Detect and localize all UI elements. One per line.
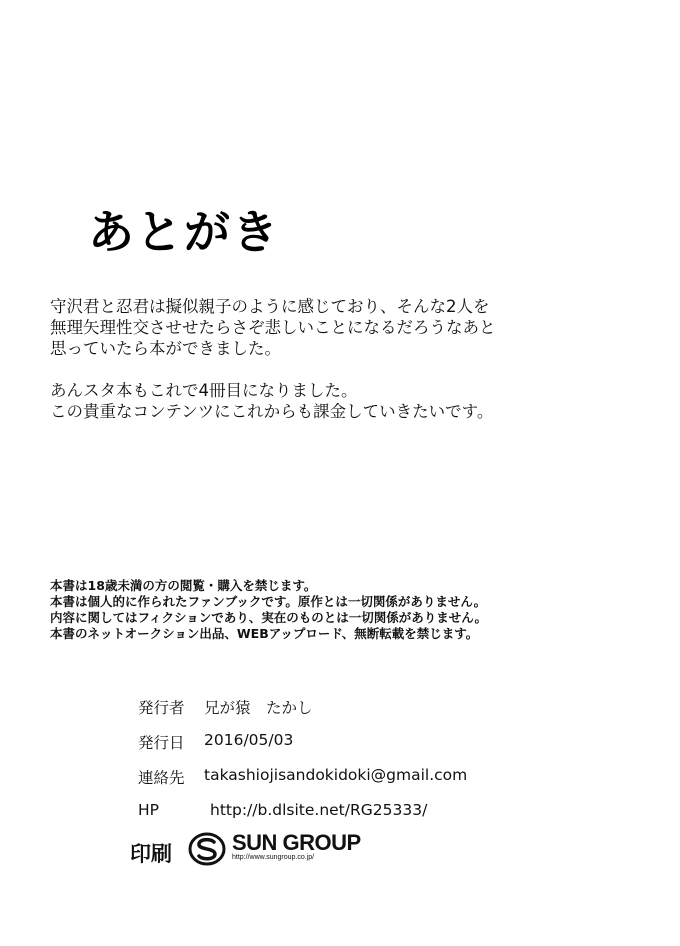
publisher-value: 兄が猿 たかし — [204, 699, 313, 717]
text-line: あんスタ本もこれで4冊目になりました。 — [50, 381, 358, 400]
sun-group-logo-icon — [188, 832, 226, 866]
homepage-link[interactable]: http://b.dlsite.net/RG25333/ — [210, 801, 428, 819]
printer-name: SUN GROUP — [232, 830, 361, 855]
contact-email[interactable]: takashiojisandokidoki@gmail.com — [204, 766, 468, 784]
afterword-title: あとがき — [88, 205, 280, 259]
notice-line: 本書は18歳未満の方の閲覧・購入を禁じます。 — [50, 578, 317, 593]
afterword-text — [50, 296, 496, 443]
text-line: この貴重なコンテンツにこれからも課金していきたいです。 — [50, 402, 494, 421]
legal-notices — [50, 578, 487, 642]
printer-label: 印刷 — [130, 842, 172, 866]
text-line: 思っていたら本ができました。 — [50, 339, 281, 358]
contact-label: 連絡先 — [138, 769, 185, 787]
date-value: 2016/05/03 — [204, 731, 294, 749]
afterword-paragraph — [50, 380, 496, 422]
notice-line: 内容に関してはフィクションであり、実在のものとは一切関係がありません。 — [50, 610, 488, 625]
text-line: 守沢君と忍君は擬似親子のように感じており、そんな2人を — [50, 297, 490, 316]
text-line: 無理矢理性交させせたらさぞ悲しいことになるだろうなあと — [50, 318, 496, 337]
notice-line: 本書のネットオークション出品、WEBアップロード、無断転載を禁じます。 — [50, 626, 479, 641]
notice-line: 本書は個人的に作られたファンブックです。原作とは一切関係がありません。 — [50, 594, 487, 609]
date-label: 発行日 — [138, 734, 185, 752]
homepage-label: HP — [138, 801, 160, 819]
printer-website: http://www.sungroup.co.jp/ — [232, 854, 315, 861]
publisher-label: 発行者 — [138, 699, 185, 717]
afterword-paragraph — [50, 296, 496, 359]
